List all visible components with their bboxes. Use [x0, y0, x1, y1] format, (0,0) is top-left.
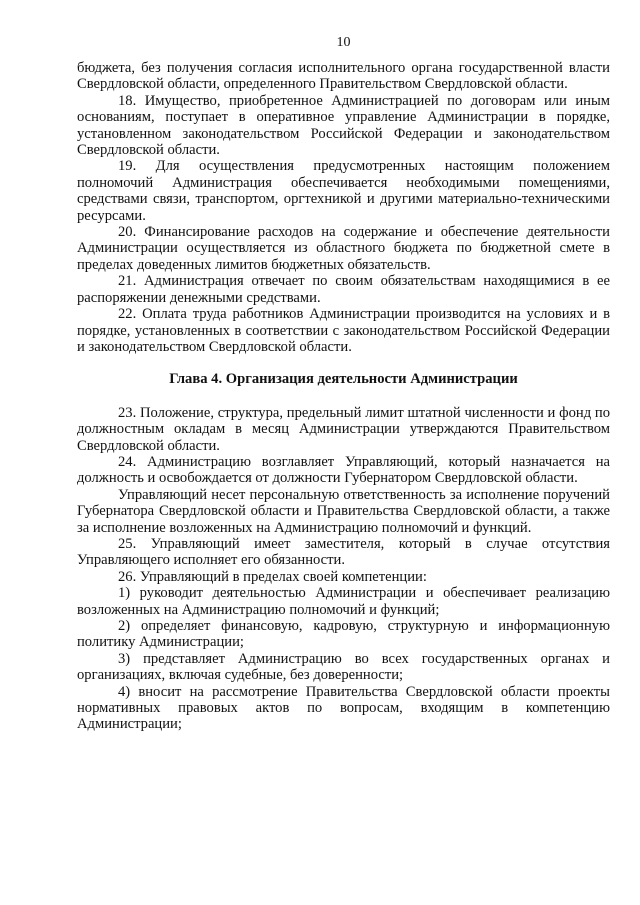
- paragraph-22: 22. Оплата труда работников Администрации производится на условиях и в порядке, установленных в соответствии с законодательством Российской Федерации и законодательством Свердловской области.: [77, 306, 610, 355]
- page-number: 10: [336, 35, 351, 50]
- paragraph-23: 23. Положение, структура, предельный лимит штатной численности и фонд по должностным окладам в месяц Администрации утверждаются Правительством Свердловской области.: [77, 404, 610, 454]
- document-page: [77, 34, 610, 733]
- paragraph-26: 26. Управляющий в пределах своей компетенции:: [118, 568, 427, 585]
- list-item-4: 4) вносит на рассмотрение Правительства Свердловской области проекты нормативных правовых актов по вопросам, входящим в компетенцию Администрации;: [77, 683, 610, 733]
- paragraph-24: 24. Администрацию возглавляет Управляющий, который назначается на должность и освобождается от должности Губернатором Свердловской области.: [77, 453, 610, 487]
- list-item-3: 3) представляет Администрацию во всех государственных органах и организациях, включая судебные, без доверенности;: [77, 650, 610, 684]
- list-item-1: 1) руководит деятельностью Администрации и обеспечивает реализацию возложенных на Администрацию полномочий и функций;: [77, 585, 610, 618]
- paragraph-manager-responsibility: Управляющий несет персональную ответственность за исполнение поручений Губернатора Свердловской области и Правительства Свердловской области, а также за исполнение возложенных на Администрацию полномочий и функций.: [77, 486, 610, 536]
- list-item-2: 2) определяет финансовую, кадровую, структурную и информационную политику Администрации;: [77, 618, 610, 651]
- paragraph-20: 20. Финансирование расходов на содержание и обеспечение деятельности Администрации осуществляется из областного бюджета по бюджетной смете в пределах доведенных лимитов бюджетных обязательств.: [77, 224, 610, 273]
- chapter-heading: Глава 4. Организация деятельности Администрации: [169, 371, 518, 388]
- paragraph-25: 25. Управляющий имеет заместителя, который в случае отсутствия Управляющего исполняет его обязанности.: [77, 535, 610, 569]
- paragraph-18: 18. Имущество, приобретенное Администрацией по договорам или иным основаниям, поступает в оперативное управление Администрации в порядке, установленном законодательством Российской Федерации и законодательством Свердловской области.: [77, 92, 610, 159]
- paragraph-21: 21. Администрация отвечает по своим обязательствам находящимися в ее распоряжении денежными средствами.: [77, 273, 610, 306]
- paragraph-19: 19. Для осуществления предусмотренных настоящим положением полномочий Администрация обеспечивается необходимыми помещениями, средствами связи, транспортом, оргтехникой и другими материально-техническими ресурсами.: [77, 158, 610, 224]
- paragraph-budget-continuation: бюджета, без получения согласия исполнительного органа государственной власти Свердловской области, определенного Правительством Свердловской области.: [77, 60, 610, 93]
